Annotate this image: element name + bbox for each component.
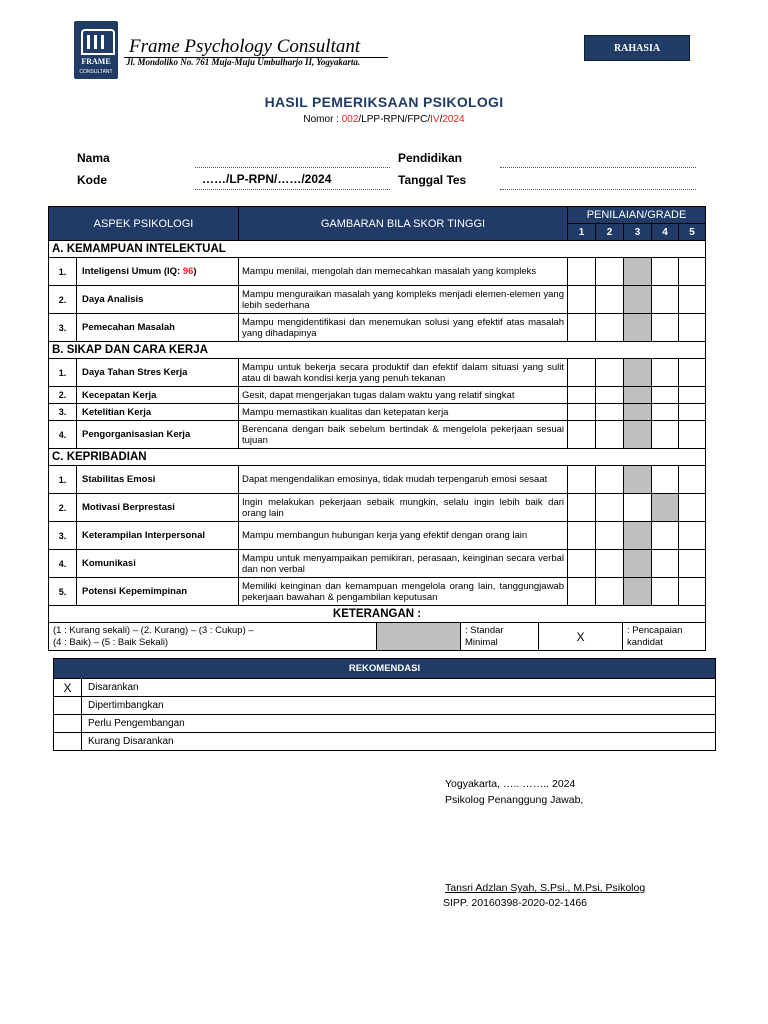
aspect-description: Berencana dengan baik sebelum bertindak & mengelola pekerjaan sesuai tujuan: [239, 421, 568, 449]
grade-cell-4[interactable]: [652, 314, 679, 342]
row-number: 2.: [49, 286, 77, 314]
grade-cell-5[interactable]: [679, 466, 706, 494]
recommendation-checkbox[interactable]: [54, 697, 82, 715]
recommendation-label: Disarankan: [82, 679, 716, 697]
recommendation-title: REKOMENDASI: [54, 659, 716, 679]
grade-cell-4[interactable]: [652, 258, 679, 286]
grade-cell-2[interactable]: [596, 522, 624, 550]
table-row: [49, 359, 706, 387]
grade-header-2: 2: [596, 224, 624, 241]
standard-label-line-1: : Standar: [465, 624, 504, 636]
row-number: 3.: [49, 522, 77, 550]
document-title: HASIL PEMERIKSAAN PSIKOLOGI: [264, 94, 504, 110]
header-gambaran: GAMBARAN BILA SKOR TINGGI: [239, 207, 568, 241]
recommendation-option: [54, 697, 716, 715]
grade-header-4: 4: [652, 224, 679, 241]
grade-cell-3[interactable]: [624, 314, 652, 342]
aspect-name: Ketelitian Kerja: [77, 404, 239, 421]
row-number: 4.: [49, 550, 77, 578]
aspect-name: Komunikasi: [77, 550, 239, 578]
grade-cell-2[interactable]: [596, 387, 624, 404]
row-number: 1.: [49, 466, 77, 494]
recommendation-checkbox[interactable]: X: [54, 679, 82, 697]
grade-cell-4[interactable]: [652, 494, 679, 522]
grade-cell-3[interactable]: [624, 578, 652, 606]
standard-label-line-2: Minimal: [465, 636, 498, 648]
company-address: Jl. Mondoliko No. 761 Muja-Muju Umbulharjo II, Yogyakarta.: [126, 57, 361, 67]
aspect-description: Mampu mengidentifikasi dan menemukan solusi yang efektif atas masalah yang dihadapinya: [239, 314, 568, 342]
legend-table: [48, 622, 706, 651]
grade-legend-line-1: (1 : Kurang sekali) – (2. Kurang) – (3 : Cukup) –: [53, 624, 254, 636]
grade-cell-3[interactable]: [624, 359, 652, 387]
aspect-description: Dapat mengendalikan emosinya, tidak mudah terpengaruh emosi sesaat: [239, 466, 568, 494]
grade-legend: [49, 623, 377, 651]
table-row: [49, 314, 706, 342]
grade-header-1: 1: [568, 224, 596, 241]
table-row: [49, 578, 706, 606]
aspect-description: Mampu untuk menyampaikan pemikiran, perasaan, keinginan secara verbal dan non verbal: [239, 550, 568, 578]
tanggal-tes-field[interactable]: [500, 188, 696, 190]
aspect-description: Mampu untuk bekerja secara produktif dan efektif dalam situasi yang sulit atau di bawah kondisi kerja yang penuh tekanan: [239, 359, 568, 387]
pillar-icon: [87, 35, 90, 49]
grade-cell-4[interactable]: [652, 286, 679, 314]
tanggal-tes-label: Tanggal Tes: [398, 173, 467, 187]
row-number: 1.: [49, 258, 77, 286]
grade-cell-5[interactable]: [679, 578, 706, 606]
grade-cell-1[interactable]: [568, 578, 596, 606]
signature-role: Psikolog Penanggung Jawab,: [445, 794, 584, 806]
nomor-month: IV: [430, 114, 440, 125]
table-row: [49, 466, 706, 494]
confidential-badge: RAHASIA: [584, 35, 690, 61]
aspect-description: Memiliki keinginan dan kemampuan mengelola orang lain, tanggungjawab pekerjaan bawahan & pengambilan keputusan: [239, 578, 568, 606]
signature-sipp: SIPP. 20160398-2020-02-1466: [443, 897, 588, 909]
nama-field[interactable]: [195, 166, 390, 168]
table-row: [49, 404, 706, 421]
header-penilaian: PENILAIAN/GRADE: [568, 207, 706, 224]
grade-cell-4[interactable]: [652, 550, 679, 578]
company-logo: [74, 21, 118, 79]
logo-subtext: CONSULTANT: [79, 69, 113, 75]
signature-place-date: Yogyakarta, ….. …….. 2024: [445, 778, 576, 790]
row-number: 3.: [49, 314, 77, 342]
table-row: [49, 522, 706, 550]
grade-cell-2[interactable]: [596, 494, 624, 522]
table-row: [49, 387, 706, 404]
aspect-name: [77, 258, 239, 286]
grade-cell-1[interactable]: [568, 359, 596, 387]
aspect-name: Motivasi Berprestasi: [77, 494, 239, 522]
aspect-description: Gesit, dapat mengerjakan tugas dalam waktu yang relatif singkat: [239, 387, 568, 404]
grade-cell-1[interactable]: [568, 314, 596, 342]
grade-cell-1[interactable]: [568, 286, 596, 314]
grade-legend-line-2: (4 : Baik) – (5 : Baik Sekali): [53, 636, 169, 648]
grade-cell-2[interactable]: [596, 314, 624, 342]
grade-cell-3[interactable]: [624, 404, 652, 421]
grade-cell-3[interactable]: [624, 494, 652, 522]
table-row: [49, 286, 706, 314]
achievement-label-line-1: : Pencapaian: [627, 624, 683, 636]
grade-cell-5[interactable]: [679, 258, 706, 286]
signature-name: Tansri Adzlan Syah, S.Psi., M.Psi, Psikolog: [445, 882, 646, 894]
grade-cell-3[interactable]: [624, 286, 652, 314]
grade-cell-3[interactable]: [624, 522, 652, 550]
aspect-description: Mampu membangun hubungan kerja yang efektif dengan orang lain: [239, 522, 568, 550]
document-number: [0, 114, 768, 125]
grade-cell-2[interactable]: [596, 286, 624, 314]
kode-value: ……/LP-RPN/……/2024: [202, 172, 332, 186]
grade-cell-1[interactable]: [568, 522, 596, 550]
aspect-name: Stabilitas Emosi: [77, 466, 239, 494]
achievement-label: [623, 623, 706, 651]
pendidikan-label: Pendidikan: [398, 151, 463, 165]
header-aspek: ASPEK PSIKOLOGI: [49, 207, 239, 241]
nomor-code: /LPP-RPN/FPC/: [358, 114, 431, 125]
table-row: [49, 258, 706, 286]
grade-cell-5[interactable]: [679, 522, 706, 550]
grade-cell-5[interactable]: [679, 387, 706, 404]
aspect-name: Potensi Kepemimpinan: [77, 578, 239, 606]
aspect-name: Daya Analisis: [77, 286, 239, 314]
row-number: 2.: [49, 387, 77, 404]
grade-cell-1[interactable]: [568, 494, 596, 522]
grade-cell-5[interactable]: [679, 314, 706, 342]
section-title-a: A. KEMAMPUAN INTELEKTUAL: [49, 241, 706, 258]
aspect-name: Pengorganisasian Kerja: [77, 421, 239, 449]
keterangan-title: KETERANGAN :: [49, 606, 706, 623]
grade-cell-3[interactable]: [624, 421, 652, 449]
recommendation-checkbox[interactable]: [54, 733, 82, 751]
recommendation-label: Dipertimbangkan: [82, 697, 716, 715]
aspect-label: Inteligensi Umum (IQ:: [82, 266, 183, 277]
grade-cell-3[interactable]: [624, 550, 652, 578]
table-row: [49, 494, 706, 522]
nomor-number: 002: [341, 114, 359, 125]
pendidikan-field[interactable]: [500, 166, 696, 168]
nomor-label: Nomor :: [303, 114, 342, 125]
recommendation-label: Perlu Pengembangan: [82, 715, 716, 733]
aspect-name: Kecepatan Kerja: [77, 387, 239, 404]
grade-cell-5[interactable]: [679, 286, 706, 314]
row-number: 3.: [49, 404, 77, 421]
aspect-description: Ingin melakukan pekerjaan sebaik mungkin, selalu ingin lebih baik dari orang lain: [239, 494, 568, 522]
aspect-description: Mampu menguraikan masalah yang kompleks menjadi elemen-elemen yang lebih sederhana: [239, 286, 568, 314]
nama-label: Nama: [77, 151, 110, 165]
grade-cell-5[interactable]: [679, 359, 706, 387]
recommendation-option: [54, 679, 716, 697]
table-row: [49, 421, 706, 449]
aspect-name: Keterampilan Interpersonal: [77, 522, 239, 550]
grade-cell-4[interactable]: [652, 359, 679, 387]
kode-label: Kode: [77, 173, 107, 187]
grade-cell-1[interactable]: [568, 387, 596, 404]
aspect-label-end: ): [193, 266, 197, 277]
grade-cell-3[interactable]: [624, 258, 652, 286]
grade-cell-2[interactable]: [596, 421, 624, 449]
standard-label: [461, 623, 539, 651]
grade-cell-5[interactable]: [679, 404, 706, 421]
grade-cell-4[interactable]: [652, 421, 679, 449]
grade-cell-4[interactable]: [652, 404, 679, 421]
pillar-icon: [101, 35, 104, 49]
aspect-name: Pemecahan Masalah: [77, 314, 239, 342]
company-name: Frame Psychology Consultant: [129, 36, 361, 57]
grade-cell-1[interactable]: [568, 258, 596, 286]
grade-cell-1[interactable]: [568, 421, 596, 449]
kode-field[interactable]: [195, 188, 390, 190]
grade-header-5: 5: [679, 224, 706, 241]
recommendation-checkbox[interactable]: [54, 715, 82, 733]
achievement-label-line-2: kandidat: [627, 636, 663, 648]
grade-cell-4[interactable]: [652, 466, 679, 494]
pillar-icon: [94, 35, 97, 49]
grade-cell-5[interactable]: [679, 494, 706, 522]
row-number: 5.: [49, 578, 77, 606]
iq-value: 96: [182, 266, 194, 277]
grade-cell-1[interactable]: [568, 404, 596, 421]
grade-cell-2[interactable]: [596, 550, 624, 578]
table-row: [49, 550, 706, 578]
standard-swatch: [377, 623, 461, 651]
grade-cell-2[interactable]: [596, 359, 624, 387]
row-number: 1.: [49, 359, 77, 387]
row-number: 2.: [49, 494, 77, 522]
achievement-mark: X: [539, 623, 623, 651]
row-number: 4.: [49, 421, 77, 449]
logo-text: FRAME: [81, 57, 111, 66]
grade-cell-2[interactable]: [596, 578, 624, 606]
nomor-year: 2024: [442, 114, 465, 125]
grade-cell-2[interactable]: [596, 466, 624, 494]
grade-cell-2[interactable]: [596, 404, 624, 421]
recommendation-table: [53, 658, 716, 751]
grade-cell-4[interactable]: [652, 387, 679, 404]
nomor-slash: /: [439, 114, 443, 125]
recommendation-option: [54, 715, 716, 733]
aspect-name: Daya Tahan Stres Kerja: [77, 359, 239, 387]
grade-cell-1[interactable]: [568, 550, 596, 578]
section-title-b: B. SIKAP DAN CARA KERJA: [49, 342, 706, 359]
grade-cell-3[interactable]: [624, 387, 652, 404]
aspect-description: Mampu memastikan kualitas dan ketepatan kerja: [239, 404, 568, 421]
assessment-table: [48, 206, 706, 623]
grade-cell-1[interactable]: [568, 466, 596, 494]
grade-cell-5[interactable]: [679, 550, 706, 578]
aspect-description: Mampu menilai, mengolah dan memecahkan masalah yang kompleks: [239, 258, 568, 286]
grade-cell-4[interactable]: [652, 578, 679, 606]
grade-cell-2[interactable]: [596, 258, 624, 286]
grade-cell-4[interactable]: [652, 522, 679, 550]
grade-header-3: 3: [624, 224, 652, 241]
recommendation-option: [54, 733, 716, 751]
grade-cell-5[interactable]: [679, 421, 706, 449]
section-title-c: C. KEPRIBADIAN: [49, 449, 706, 466]
grade-cell-3[interactable]: [624, 466, 652, 494]
recommendation-label: Kurang Disarankan: [82, 733, 716, 751]
